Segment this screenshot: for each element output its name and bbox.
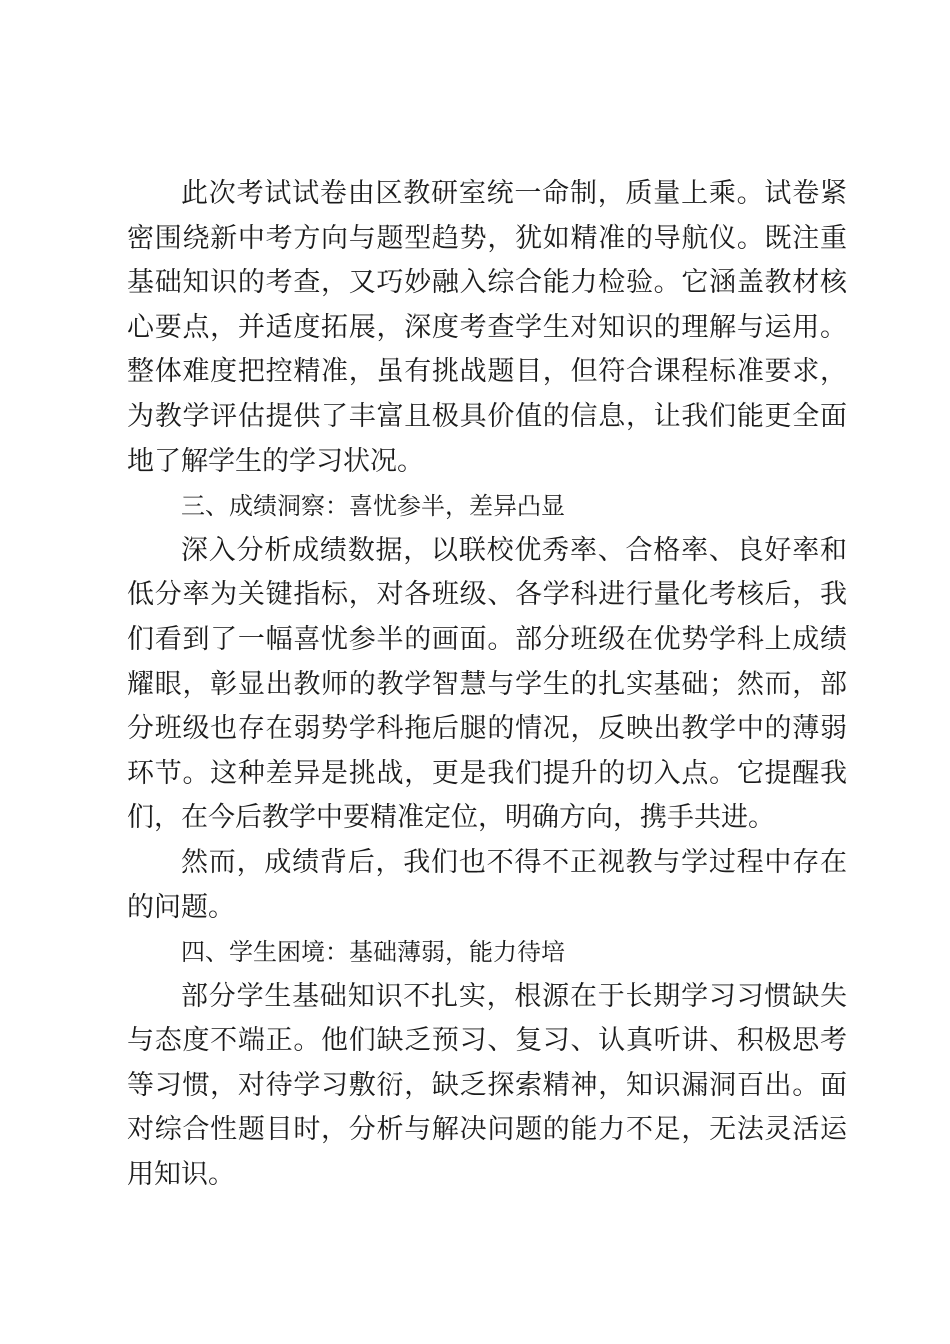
paragraph-exam-paper: 此次考试试卷由区教研室统一命制，质量上乘。试卷紧密围绕新中考方向与题型趋势，犹如精准的导航仪。既注重基础知识的考查，又巧妙融入综合能力检验。它涵盖教材核心要点，并适度拓展，深度考查学生对知识的理解与运用。整体难度把控精准，虽有挑战题目，但符合课程标准要求，为教学评估提供了丰富且极具价值的信息，让我们能更全面地了解学生的学习状况。 xyxy=(127,178,847,477)
section-heading-4: 四、学生困境：基础薄弱，能力待培 xyxy=(181,938,565,967)
paragraph-student-difficulties: 部分学生基础知识不扎实，根源在于长期学习习惯缺失与态度不端正。他们缺乏预习、复习、认真听讲、积极思考等习惯，对待学习敷衍，缺乏探索精神，知识漏洞百出。面对综合性题目时，分析与解决问题的能力不足，无法灵活运用知识。 xyxy=(127,980,847,1191)
paragraph-transition: 然而，成绩背后，我们也不得不正视教与学过程中存在的问题。 xyxy=(127,846,847,923)
document-page xyxy=(127,172,847,1198)
paragraph-score-analysis: 深入分析成绩数据，以联校优秀率、合格率、良好率和低分率为关键指标，对各班级、各学科进行量化考核后，我们看到了一幅喜忧参半的画面。部分班级在优势学科上成绩耀眼，彰显出教师的教学智慧与学生的扎实基础；然而，部分班级也存在弱势学科拖后腿的情况，反映出教学中的薄弱环节。这种差异是挑战，更是我们提升的切入点。它提醒我们，在今后教学中要精准定位，明确方向，携手共进。 xyxy=(127,534,847,834)
section-heading-3: 三、成绩洞察：喜忧参半，差异凸显 xyxy=(181,492,565,521)
